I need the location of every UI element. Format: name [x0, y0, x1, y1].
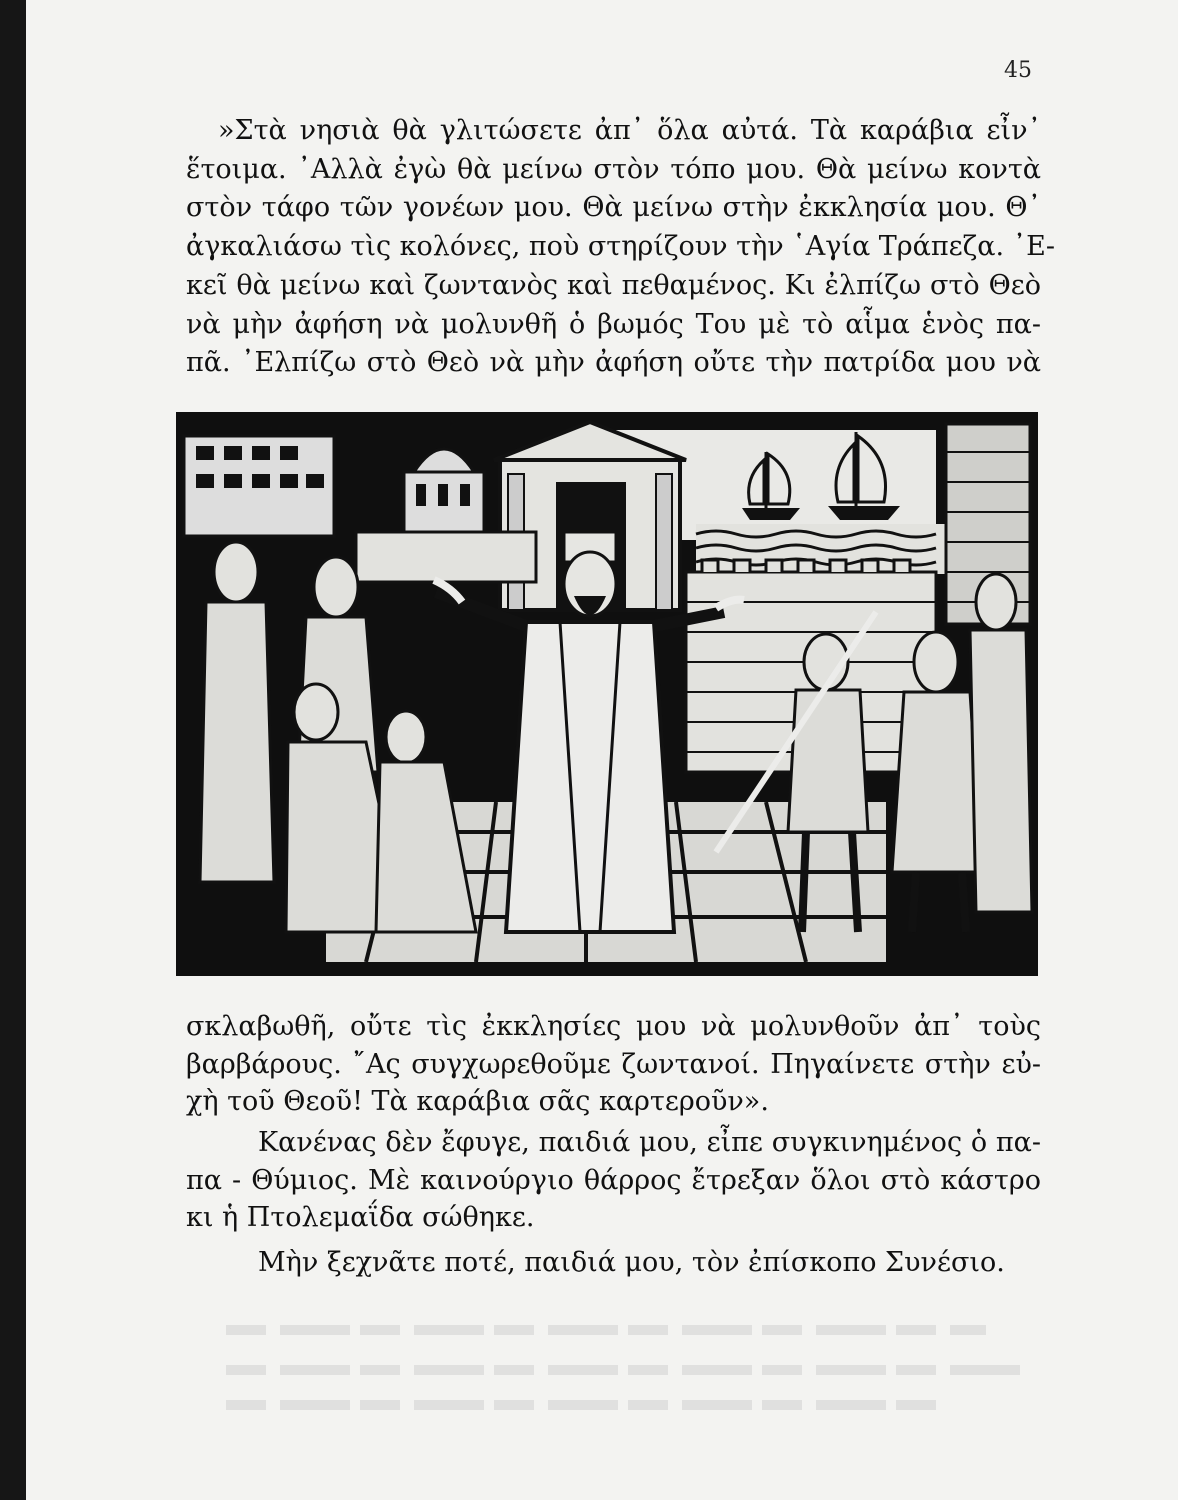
text-line: χὴ τοῦ Θεοῦ! Τὰ καράβια σᾶς καρτεροῦν». [186, 1086, 769, 1117]
text-line: σκλαβωθῆ, οὔτε τὶς ἐκκλησίες μου νὰ μολυνθοῦν ἀπ᾽ τοὺς [186, 1011, 1041, 1042]
text-line: ἕτοιμα. ᾽Αλλὰ ἐγὼ θὰ μείνω στὸν τόπο μου. Θὰ μείνω κοντὰ [186, 153, 1041, 185]
paragraph-closing [186, 1244, 1041, 1282]
woodcut-illustration [176, 412, 1038, 976]
text-line: ἀγκαλιάσω τὶς κολόνες, ποὺ στηρίζουν τὴν ῾Αγία Τράπεζα. ᾽Ε- [186, 231, 1056, 263]
text-line: πᾶ. ᾽Ελπίζω στὸ Θεὸ νὰ μὴν ἀφήση οὔτε τὴν πατρίδα μου νὰ [186, 347, 1041, 379]
text-line: Μὴν ξεχνᾶτε ποτέ, παιδιά μου, τὸν ἐπίσκοπο Συνέσιο. [258, 1247, 1005, 1278]
city-buildings [184, 436, 334, 536]
text-line: κι ἡ Πτολεμαΐδα σώθηκε. [186, 1202, 535, 1233]
text-line: κεῖ θὰ μείνω καὶ ζωντανὸς καὶ πεθαμένος. Κι ἐλπίζω στὸ Θεὸ [186, 269, 1041, 301]
text-line: νὰ μὴν ἀφήση νὰ μολυνθῆ ὁ βωμός Του μὲ τὸ αἷμα ἑνὸς πα- [186, 308, 1041, 340]
text-line: Κανένας δὲν ἔφυγε, παιδιά μου, εἶπε συγκινημένος ὁ πα- [258, 1127, 1041, 1158]
text-line: πα - Θύμιος. Μὲ καινούργιο θάρρος ἔτρεξαν ὅλοι στὸ κάστρο [186, 1164, 1041, 1196]
book-page [26, 0, 1178, 1500]
paragraph-bishop-speech-continued [186, 1008, 1041, 1121]
text-line: βαρβάρους. ῎Ας συγχωρεθοῦμε ζωντανοί. Πηγαίνετε στὴν εὐ- [186, 1048, 1041, 1080]
text-line: στὸν τάφο τῶν γονέων μου. Θὰ μείνω στὴν ἐκκλησία μου. Θ᾽ [186, 192, 1041, 224]
page-number: 45 [1004, 58, 1032, 83]
paragraph-bishop-speech [186, 112, 1056, 383]
text-line: »Στὰ νησιὰ θὰ γλιτώσετε ἀπ᾽ ὅλα αὐτά. Τὰ καράβια εἶν᾽ [218, 115, 1041, 146]
paragraph-narration [186, 1124, 1041, 1237]
bleed-through-texture [226, 1300, 1026, 1420]
woodcut-scene [176, 412, 1038, 976]
